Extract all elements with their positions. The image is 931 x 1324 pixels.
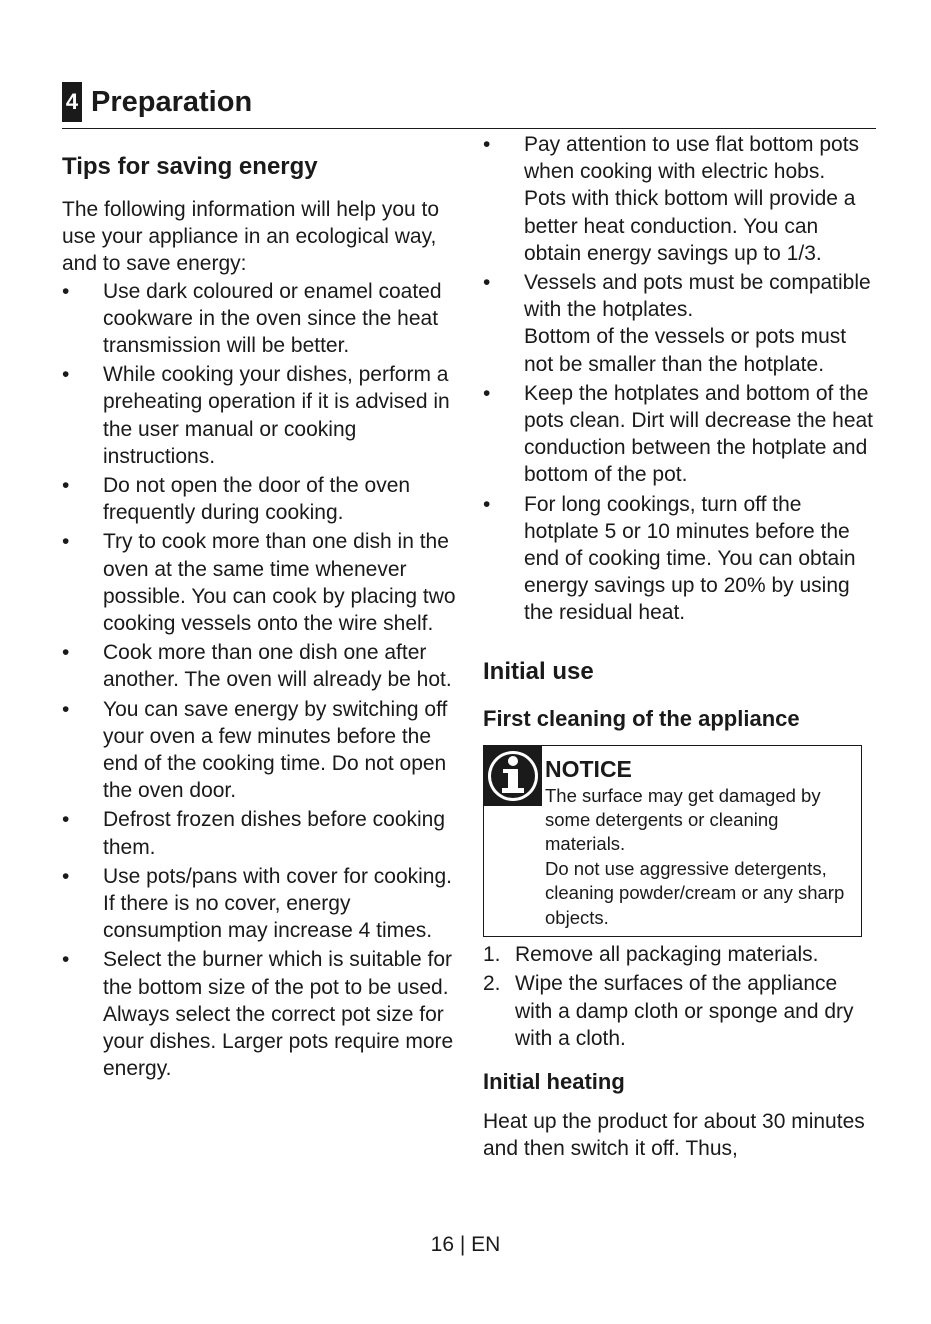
tips-intro: The following information will help you to use your appliance in an ecological way, and to save energy:: [62, 198, 440, 276]
first-cleaning-heading: First cleaning of the appliance: [483, 705, 800, 731]
list-item: • Defrost frozen dishes before cooking them.: [62, 806, 462, 860]
list-item-extra: Bottom of the vessels or pots must not be smaller than the hotplate.: [524, 325, 847, 376]
initial-use-heading: Initial use: [483, 657, 594, 685]
chapter-header: [62, 82, 252, 122]
list-item: [483, 131, 878, 267]
step-number: 1.: [483, 943, 501, 967]
list-item: • While cooking your dishes, perform a preheating operation if it is advised in the user manual or cooking instructions.: [62, 361, 462, 470]
list-item-main: • Vessels and pots must be compatible with the hotplates.: [524, 271, 871, 322]
list-item: [483, 941, 878, 968]
list-item: • You can save energy by switching off your oven a few minutes before the end of the cooking time. Do not open the oven door.: [62, 696, 462, 805]
list-item-main: • Pay attention to use flat bottom pots when cooking with electric hobs.: [524, 133, 860, 184]
hob-tips-list: [483, 131, 878, 627]
list-item: • Select the burner which is suitable for the bottom size of the pot to be used. Always select the correct pot size for your dishes. Larger pots require more energy.: [62, 946, 462, 1082]
list-item: • Use pots/pans with cover for cooking. If there is no cover, energy consumption may increase 4 times.: [62, 863, 462, 945]
list-item-extra: Pots with thick bottom will provide a better heat conduction. You can obtain energy savings up to 1/3.: [524, 187, 856, 265]
left-column: [62, 150, 462, 1085]
list-item: [483, 970, 878, 1052]
list-item: • Do not open the door of the oven frequently during cooking.: [62, 472, 462, 526]
list-item: • Keep the hotplates and bottom of the pots clean. Dirt will decrease the heat conduction between the hotplate and bottom of the pot.: [483, 380, 878, 489]
chapter-number-badge: 4: [62, 82, 82, 122]
chapter-title: Preparation: [91, 85, 253, 118]
step-text: Remove all packaging materials.: [515, 943, 819, 967]
info-icon: [484, 746, 542, 806]
header-rule: [62, 128, 876, 129]
step-number: 2.: [483, 972, 501, 996]
initial-heating-heading: Initial heating: [483, 1068, 625, 1094]
page-footer: 16 | EN: [430, 1233, 501, 1256]
notice-title: NOTICE: [545, 755, 632, 782]
tips-list: [62, 278, 462, 1083]
notice-text-1: The surface may get damaged by some detergents or cleaning materials.: [545, 784, 821, 855]
list-item: • For long cookings, turn off the hotplate 5 or 10 minutes before the end of cooking time. You can obtain energy savings up to 20% by using the residual heat.: [483, 491, 878, 627]
list-item: • Use dark coloured or enamel coated cookware in the oven since the heat transmission will be better.: [62, 278, 462, 360]
list-item: [483, 269, 878, 378]
list-item: • Try to cook more than one dish in the oven at the same time whenever possible. You can cook by placing two cooking vessels onto the wire shelf.: [62, 528, 462, 637]
step-text: Wipe the surfaces of the appliance with a damp cloth or sponge and dry with a cloth.: [515, 972, 854, 1050]
notice-box: [483, 745, 862, 937]
list-item: • Cook more than one dish one after another. The oven will already be hot.: [62, 639, 462, 693]
initial-heating-text: Heat up the product for about 30 minutes and then switch it off. Thus,: [483, 1109, 865, 1161]
tips-heading: Tips for saving energy: [62, 153, 318, 180]
cleaning-steps: [483, 941, 878, 1052]
right-column: [483, 131, 878, 1162]
notice-text-2: Do not use aggressive detergents, cleaning powder/cream or any sharp objects.: [545, 857, 845, 928]
